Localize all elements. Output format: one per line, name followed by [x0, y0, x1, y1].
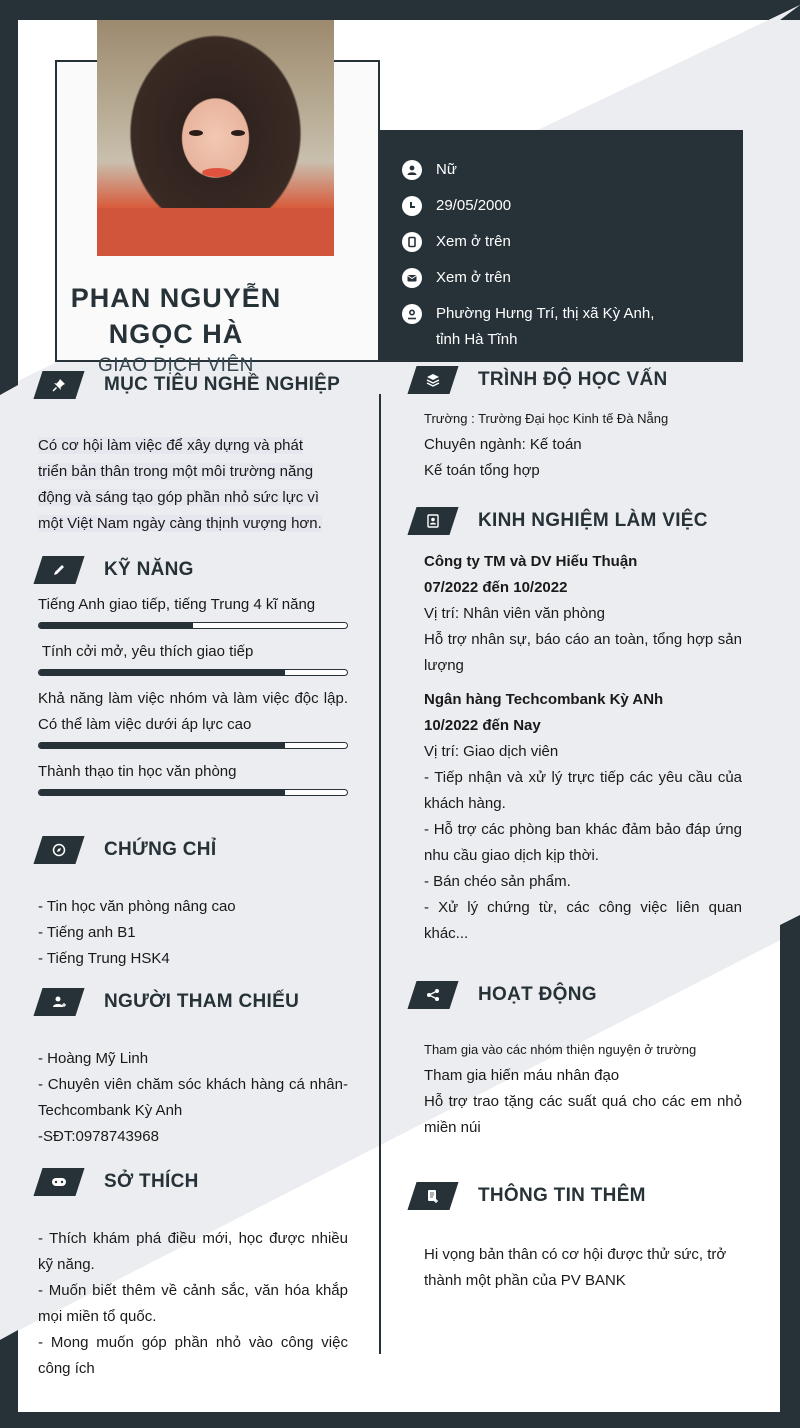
clock-icon	[402, 196, 422, 216]
photo-lips	[202, 168, 232, 177]
info-address: Phường Hưng Trí, thị xã Kỳ Anh, tỉnh Hà Tĩnh	[402, 304, 721, 353]
activity-list	[412, 1037, 742, 1141]
compass-icon	[33, 836, 84, 864]
job-desc: Hỗ trợ nhân sự, báo cáo an toàn, tổng hợp sản lượng	[424, 631, 742, 674]
info-phone: Xem ở trên	[402, 232, 721, 268]
section-title: HOẠT ĐỘNG	[478, 984, 597, 1005]
section-title: MỤC TIÊU NGHỀ NGHIỆP	[104, 374, 341, 395]
activity-item: Tham gia hiến máu nhân đạo	[424, 1067, 620, 1084]
share-icon	[407, 981, 458, 1009]
envelope-icon	[402, 268, 422, 288]
job-desc: - Xử lý chứng từ, các công việc liên quan khác...	[424, 899, 742, 942]
job-position: Vị trí: Giao dịch viên	[424, 743, 559, 760]
skill-progress-bar	[38, 742, 348, 749]
section-activities	[412, 979, 742, 1141]
skill-progress-bar	[38, 789, 348, 796]
skill-progress-bar	[38, 669, 348, 676]
name-line-2: NGỌC HÀ	[108, 319, 244, 349]
job-desc: - Hỗ trợ các phòng ban khác đảm bảo đáp ứng nhu cầu giao dịch kịp thời.	[424, 821, 742, 864]
section-references	[38, 986, 348, 1150]
school: Trường : Trường Đại học Kinh tế Đà Nẵng	[424, 411, 669, 426]
hobby-item: - Mong muốn góp phần nhỏ vào công việc công ích	[38, 1334, 348, 1377]
job-period: 10/2022 đến Nay	[424, 717, 541, 734]
job-entry	[424, 687, 742, 947]
info-birthday: 29/05/2000	[402, 196, 721, 232]
photo-eye	[189, 130, 203, 136]
location-icon	[402, 304, 422, 324]
hobby-item: - Thích khám phá điều mới, học được nhiều kỹ năng.	[38, 1230, 348, 1273]
gamepad-icon	[33, 1168, 84, 1196]
certificate-item: - Tiếng anh B1	[38, 924, 136, 941]
section-title: NGƯỜI THAM CHIẾU	[104, 991, 300, 1012]
experience-list	[412, 549, 742, 947]
job-entry	[424, 549, 742, 679]
section-skills	[38, 554, 348, 806]
section-title: SỞ THÍCH	[104, 1171, 199, 1192]
job-company: Công ty TM và DV Hiếu Thuận	[424, 553, 638, 570]
hobby-item: - Muốn biết thêm về cảnh sắc, văn hóa khắp mọi miền tổ quốc.	[38, 1282, 348, 1325]
photo-shirt	[97, 208, 334, 256]
phone-icon	[402, 232, 422, 252]
photo-eye	[231, 130, 245, 136]
certificate-item: - Tin học văn phòng nâng cao	[38, 898, 236, 915]
info-email: Xem ở trên	[402, 268, 721, 304]
certificate-list	[38, 894, 348, 972]
personal-info-panel	[380, 130, 743, 362]
skill-item: Tiếng Anh giao tiếp, tiếng Trung 4 kĩ năng	[38, 592, 348, 629]
section-title: KINH NGHIỆM LÀM VIỆC	[478, 510, 708, 531]
hobby-list	[38, 1226, 348, 1382]
user-icon	[402, 160, 422, 180]
layers-icon	[407, 366, 458, 394]
major: Chuyên ngành: Kế toán	[424, 436, 582, 453]
activity-item: Tham gia vào các nhóm thiện nguyện ở trường	[424, 1042, 697, 1057]
reference-name: - Hoàng Mỹ Linh	[38, 1050, 149, 1067]
contact-card-icon	[407, 507, 458, 535]
section-title: THÔNG TIN THÊM	[478, 1185, 646, 1206]
reference-phone: -SĐT:0978743968	[38, 1128, 159, 1145]
section-hobbies	[38, 1166, 348, 1382]
job-company: Ngân hàng Techcombank Kỳ ANh	[424, 691, 664, 708]
skill-item: Thành thạo tin học văn phòng	[38, 759, 348, 796]
section-certificates	[38, 834, 348, 972]
section-title: CHỨNG CHỈ	[104, 839, 217, 860]
section-education	[412, 364, 742, 484]
job-desc: - Tiếp nhận và xử lý trực tiếp các yêu cầu của khách hàng.	[424, 769, 742, 812]
section-title: TRÌNH ĐỘ HỌC VẤN	[478, 369, 668, 390]
objective-text: Có cơ hội làm việc để xây dựng và phát triển bản thân trong một môi trường năng động và sáng tạo góp phần nhỏ sức lực vì một Việt Nam ngày càng thịnh vượng hơn.	[38, 437, 322, 532]
additional-text: Hi vọng bản thân có cơ hội được thử sức, trở thành một phần của PV BANK	[424, 1246, 727, 1289]
pin-icon	[33, 371, 84, 399]
skill-item: Tính cởi mở, yêu thích giao tiếp	[38, 639, 348, 676]
job-period: 07/2022 đến 10/2022	[424, 579, 568, 596]
info-gender: Nữ	[402, 160, 721, 196]
section-title: KỸ NĂNG	[104, 559, 194, 580]
name-line-1: PHAN NGUYỄN	[70, 283, 282, 313]
reference-role: - Chuyên viên chăm sóc khách hàng cá nhân-Techcombank Kỳ Anh	[38, 1076, 348, 1119]
certificate-item: - Tiếng Trung HSK4	[38, 950, 170, 967]
candidate-name	[56, 280, 296, 352]
job-title: GIAO DỊCH VIÊN	[98, 355, 254, 376]
skill-progress-bar	[38, 622, 348, 629]
education-details	[412, 406, 742, 484]
section-additional-info	[412, 1180, 742, 1294]
section-experience	[412, 505, 742, 947]
skill-item: Khả năng làm việc nhóm và làm việc độc lập. Có thể làm việc dưới áp lực cao	[38, 686, 348, 749]
user-add-icon	[33, 988, 84, 1016]
job-position: Vị trí: Nhân viên văn phòng	[424, 605, 605, 622]
section-objective	[38, 369, 358, 537]
profile-photo	[97, 20, 334, 256]
activity-item: Hỗ trợ trao tặng các suất quá cho các em nhỏ miền núi	[424, 1093, 742, 1136]
pencil-icon	[33, 556, 84, 584]
education-detail: Kế toán tổng hợp	[424, 462, 540, 479]
document-add-icon	[407, 1182, 458, 1210]
column-divider	[379, 394, 381, 1354]
reference-details	[38, 1046, 348, 1150]
job-desc: - Bán chéo sản phẩm.	[424, 873, 571, 890]
